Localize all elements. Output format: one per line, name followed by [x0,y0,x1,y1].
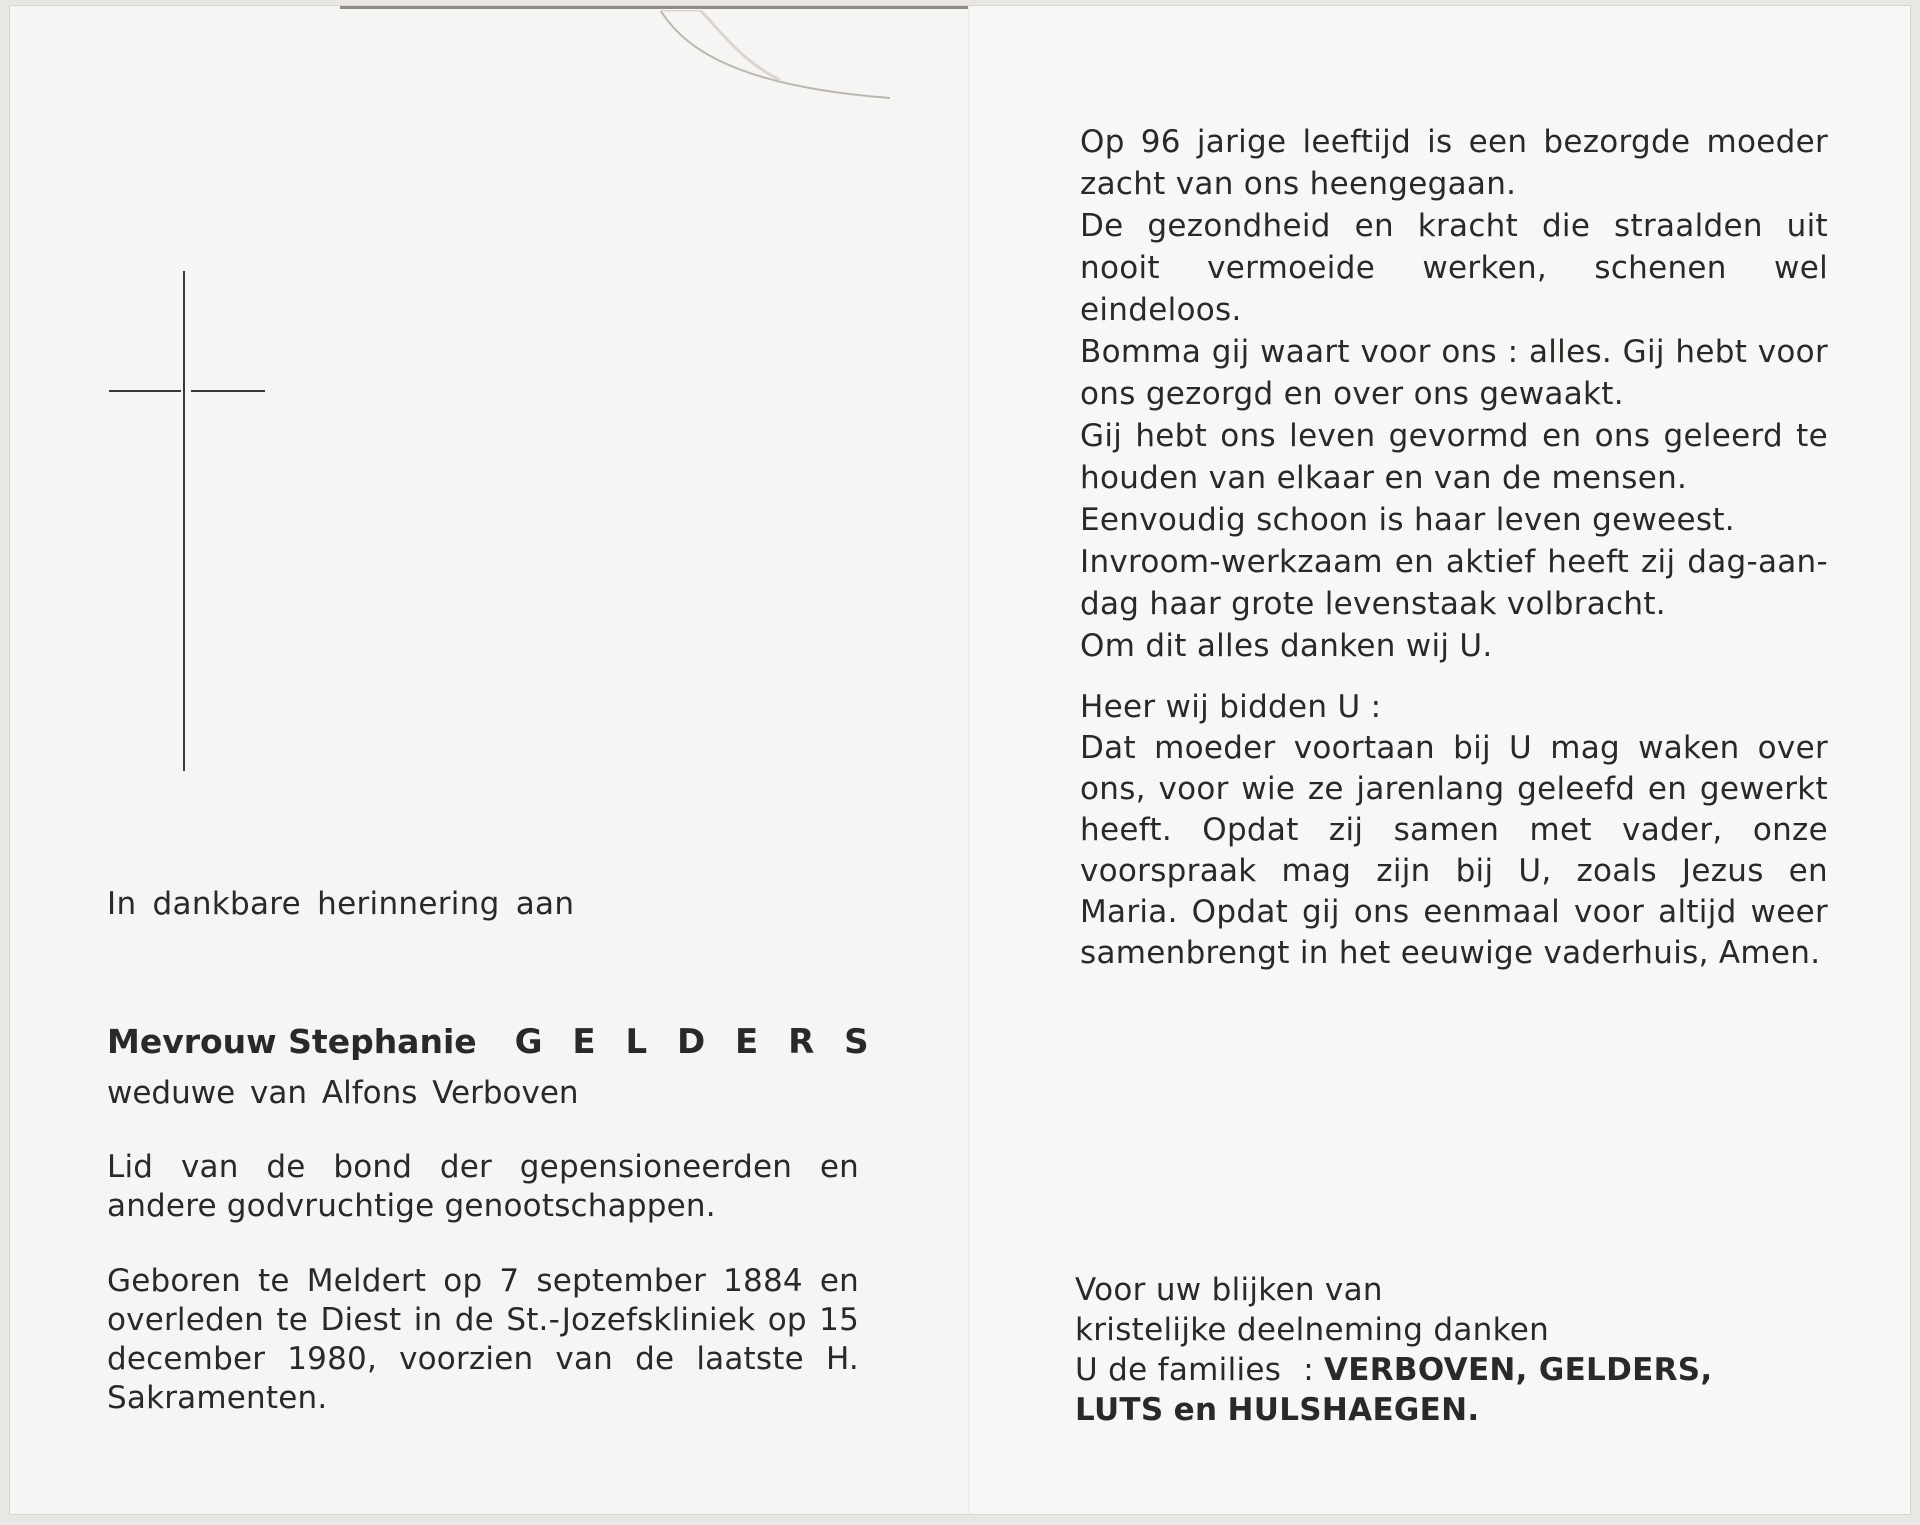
poem-line: Bomma gij waart voor ons : alles. Gij hebt voor ons gezorgd en over ons gewaakt. [1080,334,1828,412]
prayer-heading: Heer wij bidden U : [1080,689,1382,725]
intro-text: In dankbare herinnering aan [107,886,575,922]
poem-line: Gij hebt ons leven gevormd en ons geleerd te houden van elkaar en van de mensen. [1080,418,1828,496]
thanks-block [1075,1270,1713,1430]
widow-of-text: weduwe van Alfons Verboven [107,1075,579,1111]
poem-line: Eenvoudig schoon is haar leven geweest. [1080,502,1735,538]
cross-icon [183,271,185,771]
cross-arm-left [109,390,181,392]
thanks-line: Voor uw blijken van [1075,1272,1383,1308]
memorial-card [10,6,1910,1514]
families-names: VERBOVEN, GELDERS, [1323,1352,1713,1388]
birth-death-text: Geboren te Meldert op 7 september 1884 en overleden te Diest in de St.-Jozefskliniek op 15 december 1980, voorzien van de laatste H. Sakramenten. [107,1263,859,1416]
families-conjunction: en [1173,1392,1218,1428]
families-line-2 [1075,1390,1713,1430]
poem-line: Invroom-werkzaam en aktief heeft zij dag-aan-dag haar grote levenstaak volbracht. [1080,544,1828,622]
poem-line: De gezondheid en kracht die straalden uit nooit vermoeide werken, schenen wel eindeloos. [1080,208,1828,328]
poem [1080,121,1828,667]
family-luts: LUTS [1075,1392,1164,1428]
deceased-first-name: Mevrouw Stephanie [107,1022,477,1061]
prayer-body: Dat moeder voortaan bij U mag waken over ons, voor wie ze jarenlang geleefd en gewerkt heeft. Opdat zij samen met vader, onze voorspraak mag zijn bij U, zoals Jezus en Maria. Opdat gij ons eenmaal voor altijd weer samenbrengt in het eeuwige vaderhuis, Amen. [1080,730,1828,971]
cross-arm-right [191,390,265,392]
thanks-prefix: U de families [1075,1352,1282,1388]
left-panel [10,6,970,1514]
deceased-surname: G E L D E R S [514,1022,878,1062]
right-panel [970,6,1910,1514]
family-hulshaegen: HULSHAEGEN. [1227,1392,1480,1428]
thanks-line: kristelijke deelneming danken [1075,1312,1550,1348]
poem-line: Om dit alles danken wij U. [1080,628,1493,664]
thanks-line-families [1075,1350,1713,1390]
membership-text: Lid van de bond der gepensioneerden en andere godvruchtige genootschappen. [107,1149,859,1224]
prayer [1080,687,1828,974]
thanks-colon: : [1303,1352,1314,1388]
poem-line: Op 96 jarige leeftijd is een bezorgde moeder zacht van ons heengegaan. [1080,124,1828,202]
deceased-name [107,1022,878,1062]
